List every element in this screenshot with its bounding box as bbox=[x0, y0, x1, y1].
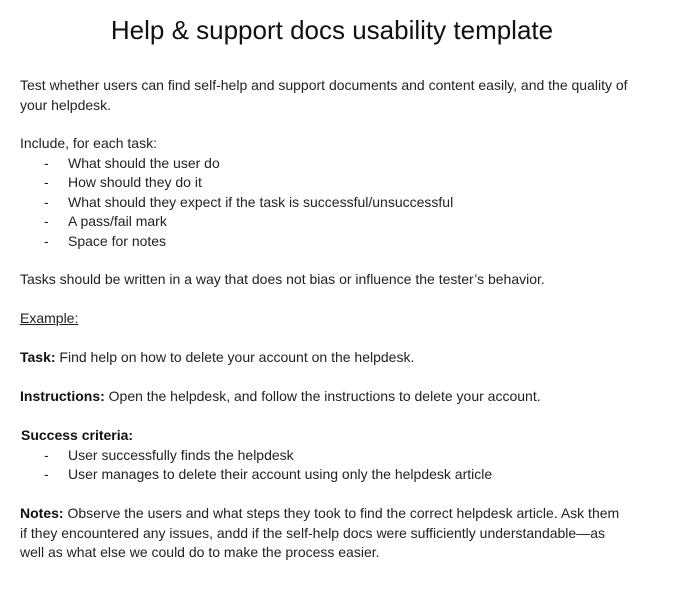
dash-bullet: - bbox=[44, 154, 49, 171]
list-item bbox=[20, 154, 650, 174]
success-label: Success criteria: bbox=[21, 427, 134, 443]
dash-bullet: - bbox=[44, 213, 49, 229]
list-item-text: How should they do it bbox=[68, 174, 202, 190]
example-label-line bbox=[20, 309, 650, 329]
success-section bbox=[21, 426, 651, 485]
example-label: Example: bbox=[20, 310, 79, 326]
dash-bullet: - bbox=[44, 446, 49, 463]
dash-bullet: - bbox=[44, 174, 49, 190]
intro-paragraph: Test whether users can find self-help and support documents and content easily, and the quality of your helpdesk. bbox=[20, 77, 628, 113]
dash-bullet: - bbox=[44, 193, 49, 210]
task-paragraph bbox=[20, 348, 650, 368]
instructions-text: Open the helpdesk, and follow the instructions to delete your account. bbox=[104, 388, 541, 404]
include-section bbox=[20, 134, 650, 251]
list-item-text: What should they expect if the task is successful/unsuccessful bbox=[68, 193, 454, 210]
list-item bbox=[20, 173, 650, 193]
dash-bullet: - bbox=[44, 466, 49, 482]
list-item-text: A pass/fail mark bbox=[68, 213, 167, 229]
list-item bbox=[20, 193, 650, 213]
list-item-text: What should the user do bbox=[68, 154, 220, 171]
list-item bbox=[20, 446, 651, 466]
notes-text: Observe the users and what steps they took to find the correct helpdesk article. Ask them if they encountered any issues, andd if the self-help docs were sufficiently understandable—as well as what else we could do to make the process easier. bbox=[20, 505, 620, 560]
dash-bullet: - bbox=[44, 232, 49, 249]
notes-paragraph bbox=[20, 504, 628, 563]
notes-label: Notes: bbox=[20, 505, 64, 521]
list-item bbox=[20, 465, 651, 485]
instructions-paragraph bbox=[20, 387, 650, 407]
success-list bbox=[20, 446, 651, 485]
include-heading: Include, for each task: bbox=[20, 135, 157, 151]
instructions-label: Instructions: bbox=[20, 388, 105, 404]
list-item bbox=[20, 232, 650, 252]
list-item-text: User manages to delete their account using only the helpdesk article bbox=[68, 466, 493, 482]
list-item-text: User successfully finds the helpdesk bbox=[68, 446, 294, 463]
list-item bbox=[20, 212, 650, 232]
page-title: Help & support docs usability template bbox=[110, 15, 554, 45]
bias-note: Tasks should be written in a way that does not bias or influence the tester’s behavior. bbox=[20, 271, 545, 287]
list-item-text: Space for notes bbox=[68, 232, 167, 249]
task-text: Find help on how to delete your account on the helpdesk. bbox=[55, 349, 415, 365]
task-label: Task: bbox=[20, 349, 56, 365]
include-list bbox=[20, 154, 650, 252]
